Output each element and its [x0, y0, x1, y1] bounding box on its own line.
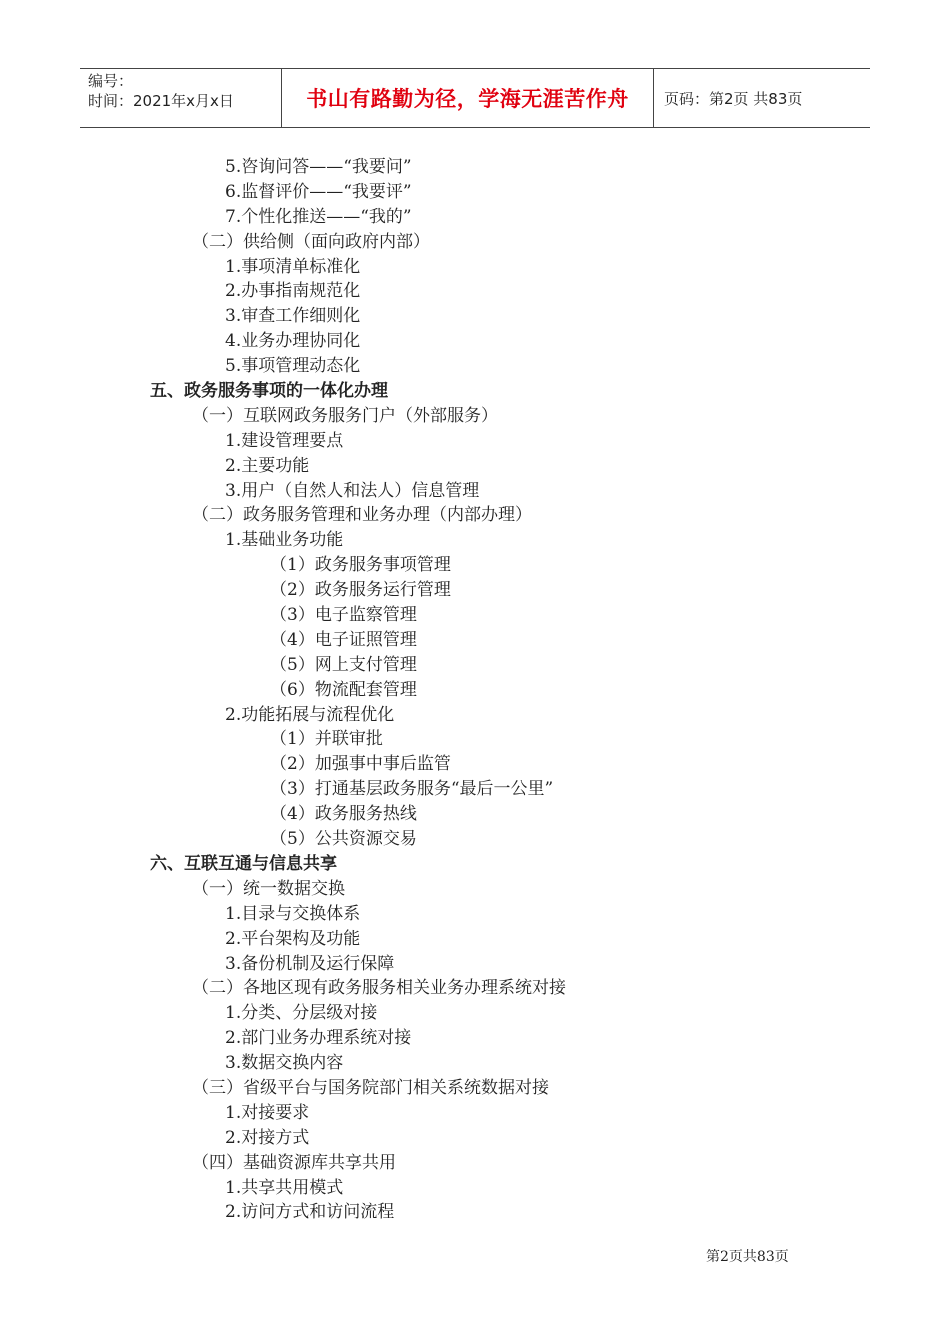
outline-item: 5.事项管理动态化 — [225, 356, 361, 377]
outline-item: （2）加强事中事后监管 — [270, 754, 451, 775]
outline-item: （1）政务服务事项管理 — [270, 555, 451, 576]
outline-item: 2.部门业务办理系统对接 — [225, 1028, 412, 1049]
outline-item: 2.对接方式 — [225, 1127, 310, 1148]
outline-item: （二）供给侧（面向政府内部） — [192, 231, 430, 252]
document-code-label: 编号： — [88, 72, 134, 90]
footer-page-number: 第2页共83页 — [706, 1249, 789, 1265]
outline-item: 1.事项清单标准化 — [225, 256, 361, 277]
outline-item: （四）基础资源库共享共用 — [192, 1152, 396, 1173]
section-heading: 五、政务服务事项的一体化办理 — [150, 381, 388, 402]
header-page-number: 页码：第2页 共83页 — [664, 89, 803, 108]
outline-item: 4.业务办理协同化 — [225, 331, 361, 352]
outline-item: （4）电子证照管理 — [270, 629, 417, 650]
outline-item: （二）各地区现有政务服务相关业务办理系统对接 — [192, 978, 566, 999]
outline-item: 2.访问方式和访问流程 — [225, 1202, 395, 1223]
outline-item: （6）物流配套管理 — [270, 679, 417, 700]
outline-item: （一）统一数据交换 — [192, 878, 345, 899]
outline-item: 2.办事指南规范化 — [225, 281, 361, 302]
outline-item: （4）政务服务热线 — [270, 804, 417, 825]
outline-item: 1.目录与交换体系 — [225, 903, 361, 924]
section-heading: 六、互联互通与信息共享 — [150, 853, 337, 874]
outline-item: （3）打通基层政务服务“最后一公里” — [270, 779, 554, 800]
outline-item: （二）政务服务管理和业务办理（内部办理） — [192, 505, 532, 526]
outline-item: 1.分类、分层级对接 — [225, 1003, 378, 1024]
outline-item: 3.审查工作细则化 — [225, 306, 361, 327]
outline-item: （2）政务服务运行管理 — [270, 580, 451, 601]
outline-item: 3.数据交换内容 — [225, 1053, 344, 1074]
page-header — [80, 68, 870, 128]
header-motto-cell — [282, 69, 654, 127]
outline-item: 2.功能拓展与流程优化 — [225, 704, 395, 725]
outline-item: 1.对接要求 — [225, 1102, 310, 1123]
outline-item: 3.备份机制及运行保障 — [225, 953, 395, 974]
outline-item: 1.建设管理要点 — [225, 430, 344, 451]
outline-item: （三）省级平台与国务院部门相关系统数据对接 — [192, 1077, 549, 1098]
document-time-label: 时间：2021年x月x日 — [88, 92, 234, 110]
outline-item: （一）互联网政务服务门户（外部服务） — [192, 405, 498, 426]
outline-item: 3.用户（自然人和法人）信息管理 — [225, 480, 480, 501]
document-outline — [0, 155, 950, 1225]
outline-item: 6.监督评价——“我要评” — [225, 181, 412, 202]
outline-item: 5.咨询问答——“我要问” — [225, 157, 412, 177]
outline-item: 1.共享共用模式 — [225, 1177, 344, 1198]
page-footer — [706, 1246, 789, 1266]
header-page-cell — [654, 69, 870, 127]
outline-item: 1.基础业务功能 — [225, 530, 344, 551]
outline-item: 2.平台架构及功能 — [225, 928, 361, 949]
header-meta-cell — [80, 69, 282, 127]
outline-item: 2.主要功能 — [225, 455, 310, 476]
outline-item: （1）并联审批 — [270, 729, 383, 750]
outline-item: （5）公共资源交易 — [270, 829, 417, 850]
header-motto: 书山有路勤为径，学海无涯苦作舟 — [306, 87, 629, 111]
outline-item: （3）电子监察管理 — [270, 605, 417, 626]
outline-item: 7.个性化推送——“我的” — [225, 206, 412, 227]
outline-item: （5）网上支付管理 — [270, 654, 417, 675]
